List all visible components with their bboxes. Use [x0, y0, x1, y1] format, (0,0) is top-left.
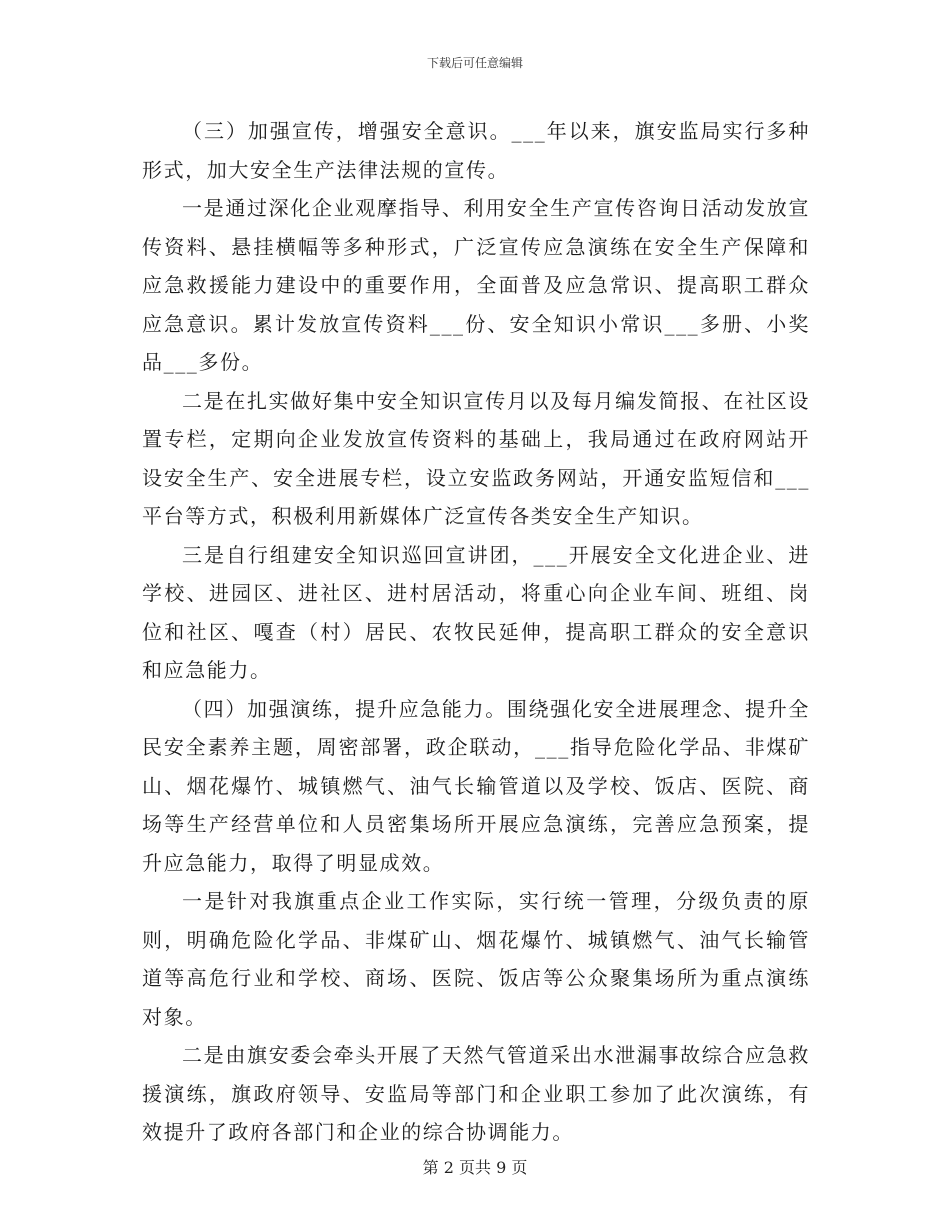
paragraph-drill-two: 二是由旗安委会牵头开展了天然气管道采出水泄漏事故综合应急救援演练，旗政府领导、安监局等部门和企业职工参加了此次演练，有效提升了政府各部门和企业的综合协调能力。	[142, 1043, 810, 1144]
paragraph-publicity-two: 二是在扎实做好集中安全知识宣传月以及每月编发简报、在社区设置专栏，定期向企业发放宣传资料的基础上，我局通过在政府网站开设安全生产、安全进展专栏，设立安监政务网站，开通安监短信和___平台等方式，积极利用新媒体广泛宣传各类安全生产知识。	[142, 388, 810, 528]
paragraph-publicity-heading: （三）加强宣传，增强安全意识。___年以来，旗安监局实行多种形式，加大安全生产法律法规的宣传。	[142, 119, 810, 182]
page-number: 第 2 页共 9 页	[422, 1158, 528, 1177]
page-header: 下载后可任意编辑	[426, 56, 523, 70]
paragraph-drill-one: 一是针对我旗重点企业工作实际，实行统一管理，分级负责的原则，明确危险化学品、非煤矿山、烟花爆竹、城镇燃气、油气长输管道等高危行业和学校、商场、医院、饭店等公众聚集场所为重点演练对象。	[142, 889, 810, 1029]
paragraph-publicity-three: 三是自行组建安全知识巡回宣讲团，___开展安全文化进企业、进学校、进园区、进社区、进村居活动，将重心向企业车间、班组、岗位和社区、嘎查（村）居民、农牧民延伸，提高职工群众的安全意识和应急能力。	[142, 542, 810, 682]
paragraph-publicity-one: 一是通过深化企业观摩指导、利用安全生产宣传咨询日活动发放宣传资料、悬挂横幅等多种形式，广泛宣传应急演练在安全生产保障和应急救援能力建设中的重要作用，全面普及应急常识、提高职工群众应急意识。累计发放宣传资料___份、安全知识小常识___多册、小奖品___多份。	[142, 196, 810, 374]
paragraph-drill-heading: （四）加强演练，提升应急能力。围绕强化安全进展理念、提升全民安全素养主题，周密部署，政企联动，___指导危险化学品、非煤矿山、烟花爆竹、城镇燃气、油气长输管道以及学校、饭店、医院、商场等生产经营单位和人员密集场所开展应急演练，完善应急预案，提升应急能力，取得了明显成效。	[142, 696, 810, 875]
document-body	[142, 112, 810, 1152]
